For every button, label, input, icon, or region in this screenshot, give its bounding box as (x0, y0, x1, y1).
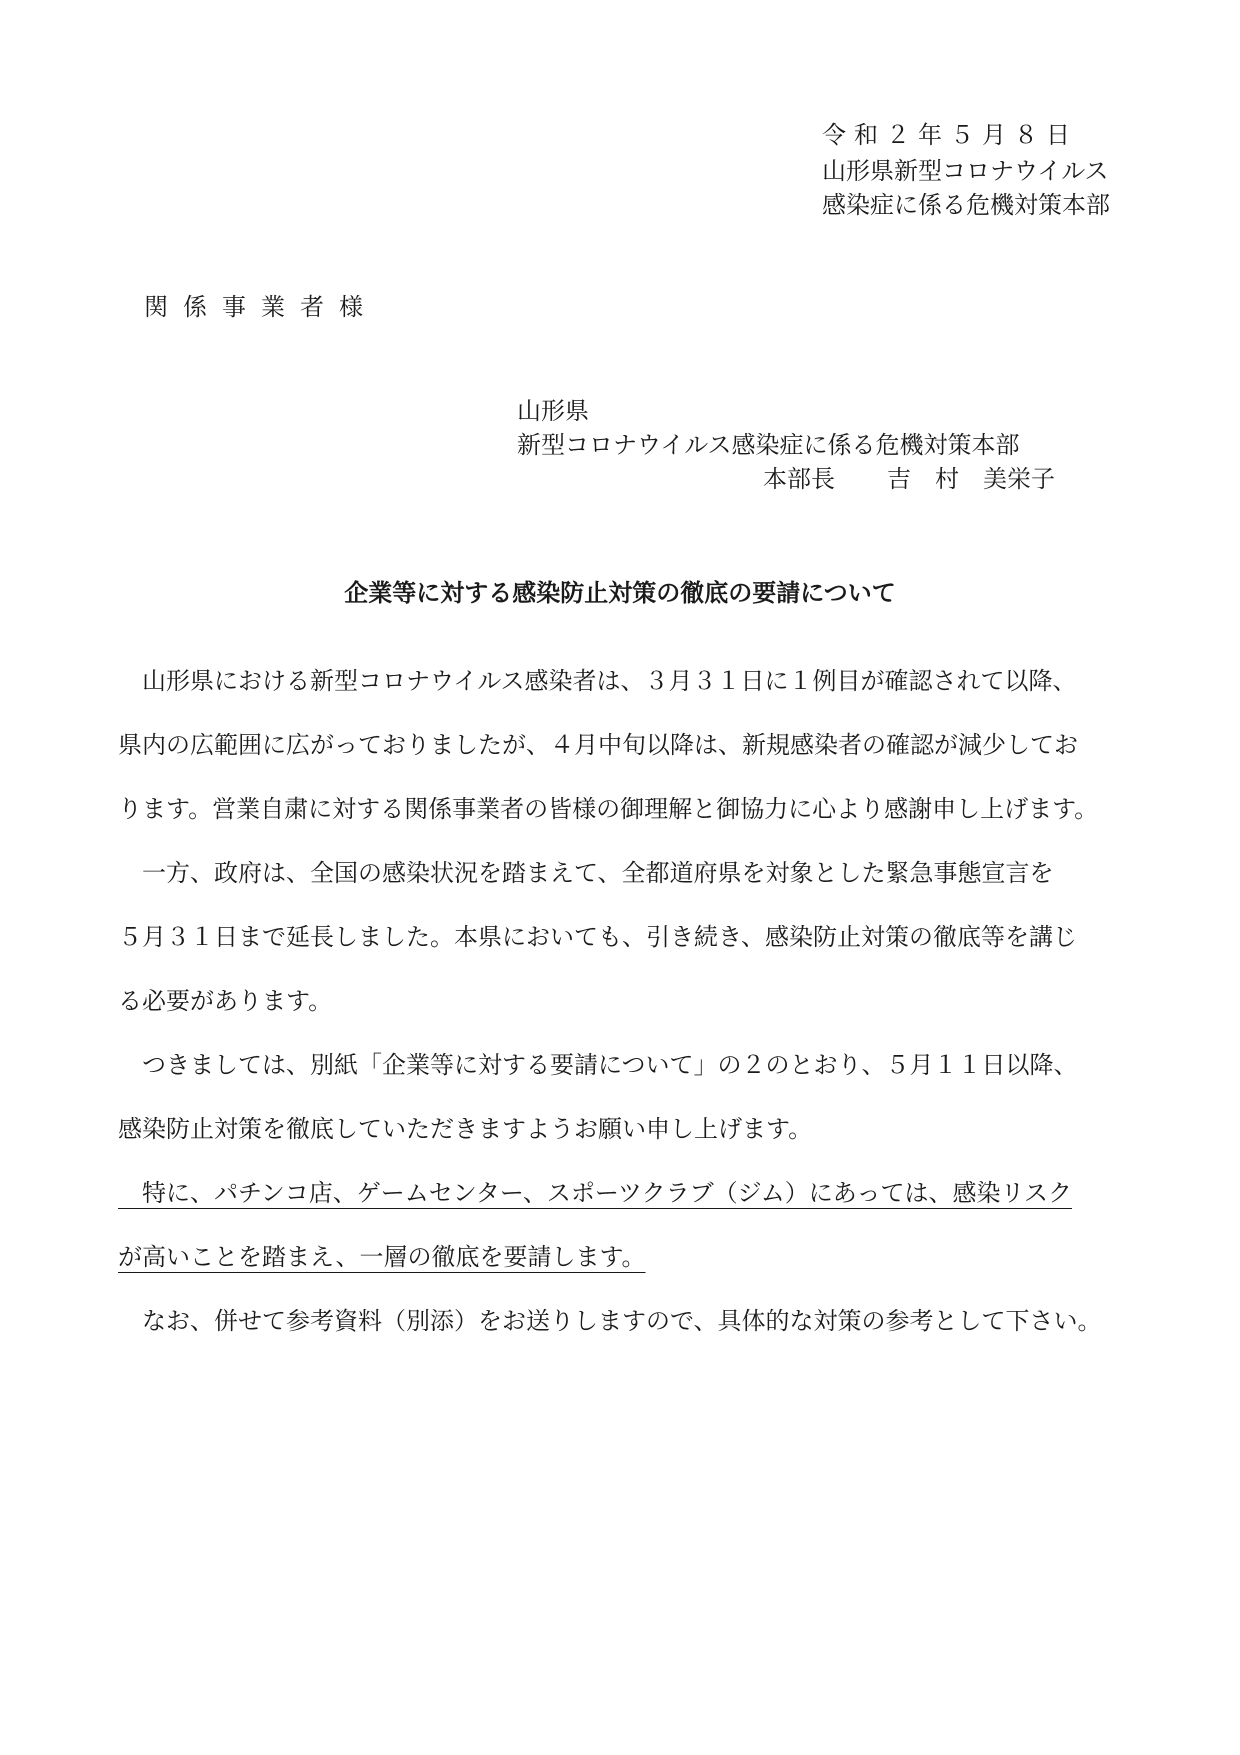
sender-position: 本部長 (763, 465, 835, 493)
issuer-line-2: 感染症に係る危機対策本部 (822, 191, 1110, 219)
body-line: る必要があります。 (118, 987, 333, 1015)
body-line: ５月３１日まで延長しました。本県においても、引き続き、感染防止対策の徹底等を講じ (118, 923, 1078, 951)
body-line: 県内の広範囲に広がっておりましたが、４月中旬以降は、新規感染者の確認が減少してお (118, 731, 1078, 759)
body-line: つきましては、別紙「企業等に対する要請について」の２のとおり、５月１１日以降、 (118, 1051, 1078, 1079)
body-line: 山形県における新型コロナウイルス感染者は、３月３１日に１例目が確認されて以降、 (118, 667, 1077, 695)
addressee: 関係事業者様 (144, 293, 378, 321)
body-line: なお、併せて参考資料（別添）をお送りしますので、具体的な対策の参考として下さい。 (118, 1307, 1102, 1335)
underlined-body-line: が高いことを踏まえ、一層の徹底を要請します。 (118, 1243, 646, 1271)
underlined-body-line: 特に、パチンコ店、ゲームセンター、スポーツクラブ（ジム）にあっては、感染リスク (118, 1179, 1072, 1207)
sender-name: 吉 村 美栄子 (887, 465, 1055, 493)
issuer-line-1: 山形県新型コロナウイルス (822, 157, 1109, 185)
sender-org-line-1: 山形県 (517, 397, 589, 425)
body-line: 一方、政府は、全国の感染状況を踏まえて、全都道府県を対象とした緊急事態宣言を (118, 859, 1054, 887)
issue-date: 令和２年５月８日 (822, 121, 1078, 149)
sender-org-line-2: 新型コロナウイルス感染症に係る危機対策本部 (517, 431, 1020, 459)
sender-signature (763, 462, 1055, 496)
document-title: 企業等に対する感染防止対策の徹底の要請について (344, 579, 896, 607)
body-line: ります。営業自粛に対する関係事業者の皆様の御理解と御協力に心より感謝申し上げます。 (118, 795, 1099, 823)
body-line: 感染防止対策を徹底していただきますようお願い申し上げます。 (118, 1115, 813, 1143)
